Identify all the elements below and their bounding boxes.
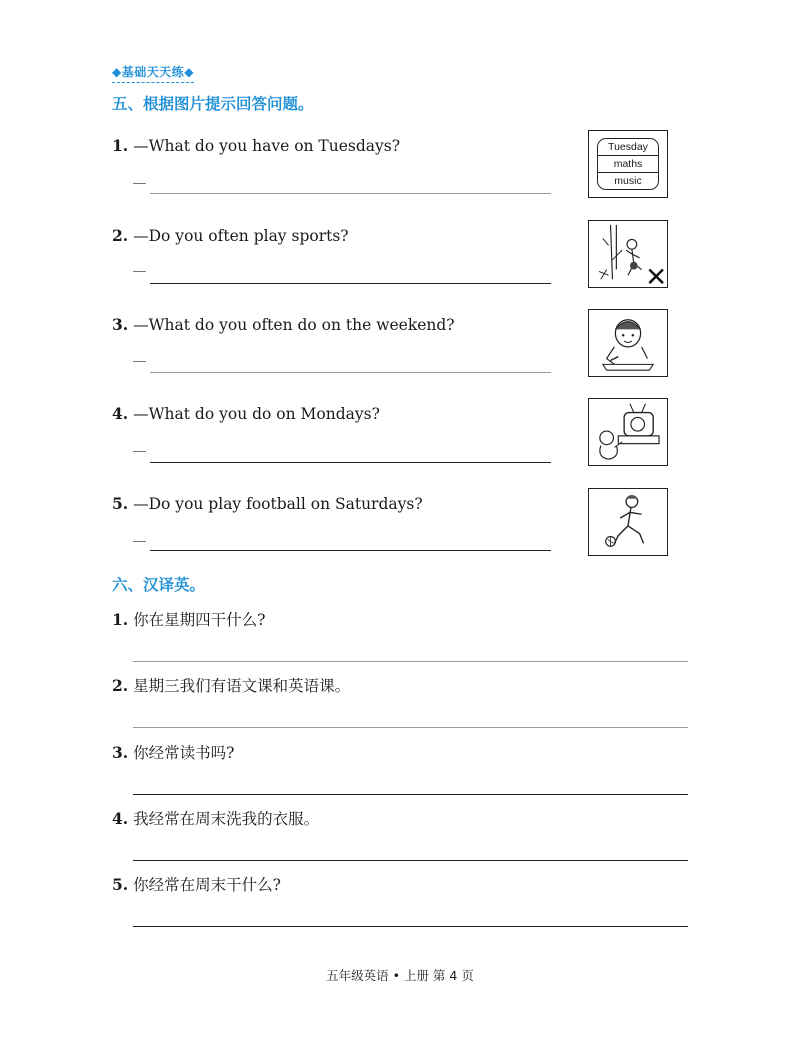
cross-mark	[649, 270, 663, 284]
boy-writing-icon	[589, 310, 667, 376]
translate-line-3[interactable]	[133, 794, 688, 795]
question-2: 2. —Do you often play sports?	[112, 226, 349, 245]
translate-question-5: 5. 你经常在周末干什么?	[112, 875, 281, 894]
page-footer: 五年级英语 • 上册 第 4 页	[326, 968, 474, 983]
timetable-day: Tuesday	[598, 139, 658, 156]
timetable-subject-1: maths	[598, 156, 658, 173]
answer-dash-5	[133, 541, 146, 542]
timetable-subject-2: music	[614, 175, 642, 187]
question-4: 4. —What do you do on Mondays?	[112, 404, 380, 423]
football-picture	[588, 488, 668, 556]
question-1: 1. —What do you have on Tuesdays?	[112, 136, 401, 155]
timetable	[597, 138, 659, 190]
translate-line-4[interactable]	[133, 860, 688, 861]
answer-dash-4	[133, 451, 146, 452]
section-banner	[112, 63, 194, 80]
translate-line-5[interactable]	[133, 926, 688, 927]
question-3: 3. —What do you often do on the weekend?	[112, 315, 455, 334]
answer-line-2[interactable]	[150, 283, 551, 284]
tv-picture	[588, 398, 668, 466]
translate-question-4: 4. 我经常在周末洗我的衣服。	[112, 809, 320, 828]
translate-question-2: 2. 星期三我们有语文课和英语课。	[112, 676, 351, 695]
answer-line-1[interactable]	[150, 193, 551, 194]
answer-line-3[interactable]	[150, 372, 551, 373]
answer-dash-1	[133, 183, 146, 184]
boy-kicking-ball-icon	[589, 489, 667, 555]
banner-text: ◆基础天天练◆	[112, 65, 194, 79]
homework-picture	[588, 309, 668, 377]
answer-line-5[interactable]	[150, 550, 551, 551]
timetable-picture	[588, 130, 668, 198]
translate-line-2[interactable]	[133, 727, 688, 728]
translate-question-1: 1. 你在星期四干什么?	[112, 610, 266, 629]
translate-question-3: 3. 你经常读书吗?	[112, 743, 235, 762]
kid-watching-tv-icon	[589, 399, 667, 465]
section5-title: 五、根据图片提示回答问题。	[112, 95, 314, 113]
question-5: 5. —Do you play football on Saturdays?	[112, 494, 423, 513]
answer-line-4[interactable]	[150, 462, 551, 463]
translate-line-1[interactable]	[133, 661, 688, 662]
section6-title: 六、汉译英。	[112, 576, 206, 594]
sports-picture	[588, 220, 668, 288]
answer-dash-2	[133, 271, 146, 272]
boy-in-tree-icon	[589, 221, 667, 287]
answer-dash-3	[133, 361, 146, 362]
